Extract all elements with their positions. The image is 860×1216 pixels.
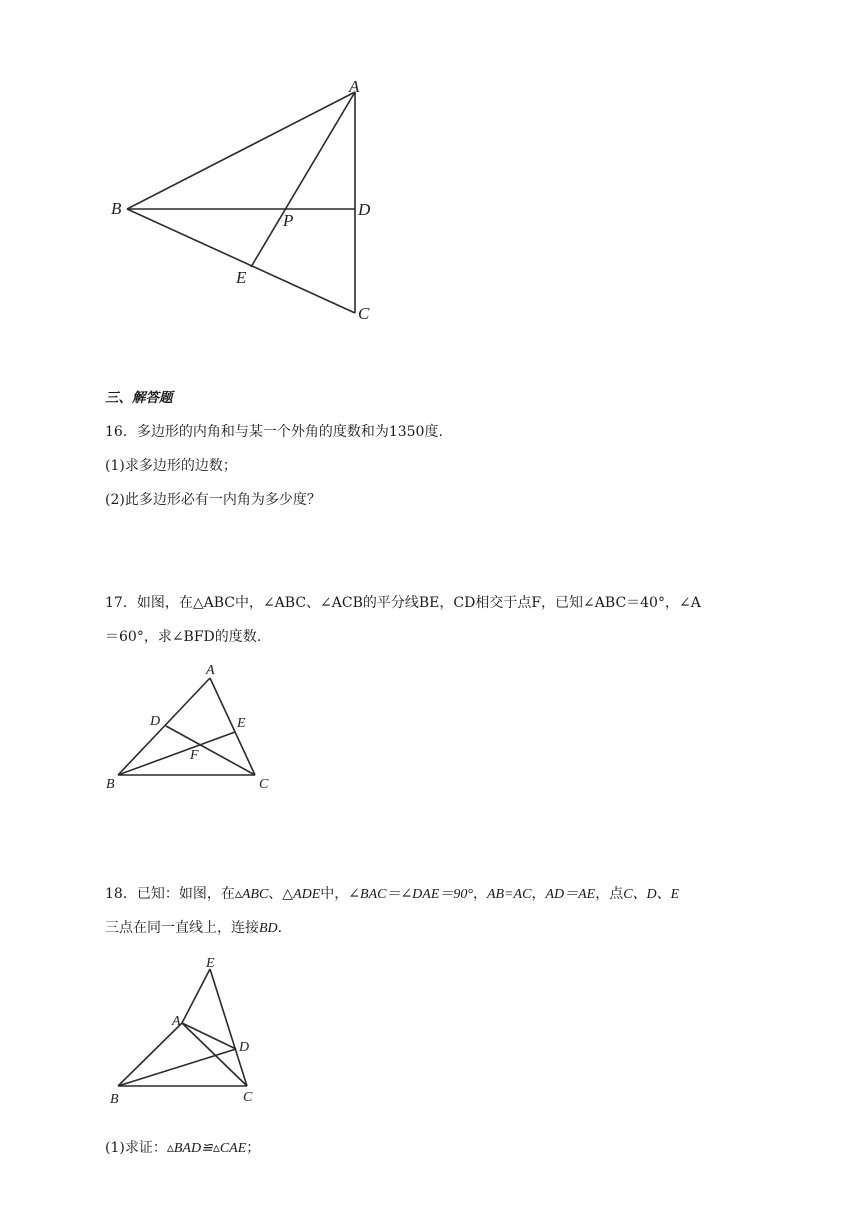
figure-1 [100,70,400,330]
q18-comma1: ， [473,886,487,902]
label-e: E [206,956,215,971]
label-f: F [190,748,199,763]
q18-angle-condition: ∠BAC＝∠DAE＝90° [348,887,473,902]
label-b: B [111,199,122,218]
q16-part1: (1)求多边形的边数； [105,458,237,474]
label-p: P [283,211,294,230]
label-c: C [358,304,370,323]
q18-part1-congruence: ▵BAD≌▵CAE [166,1141,247,1156]
figure-1-diagram [100,70,400,330]
q18-line1 [105,884,679,905]
label-c: C [259,777,269,792]
label-a: A [349,77,360,96]
q17-line2: ＝60°，求∠BFD的度数. [105,629,262,645]
q18-mid: 中， [320,886,349,902]
q18-triangle-abc: ▵ABC [234,887,269,902]
q18-line2-end: . [277,920,283,936]
q16-part2: (2)此多边形必有一内角为多少度？ [105,492,321,508]
label-a: A [172,1014,181,1029]
label-d: D [150,714,161,729]
q18-prefix: 18．已知：如图，在 [105,886,235,902]
label-a: A [206,663,215,678]
q17-line1: 17．如图，在△ABC中，∠ABC、∠ACB的平分线BE，CD相交于点F，已知∠ABC＝40°，∠A [105,595,701,611]
q18-points: C、D、E [623,887,680,902]
q18-line2 [105,918,282,939]
q16-stem: 16．多边形的内角和与某一个外角的度数和为1350度. [105,424,443,440]
figure-q18 [100,955,270,1110]
q18-line2-text: 三点在同一直线上，连接 [105,920,259,936]
figure-q17 [100,660,290,795]
label-e: E [237,716,246,731]
q18-ab-eq-ac: AB=AC [487,887,532,902]
label-d: D [358,200,371,219]
section-heading: 三、解答题 [105,390,173,406]
q18-segment-bd: BD [259,921,278,936]
segment-ac [210,678,255,775]
figure-q17-diagram [100,660,290,795]
q18-comma2: ， [531,886,546,902]
label-d: D [239,1040,250,1055]
label-e: E [236,268,247,287]
q18-part1 [105,1138,260,1159]
q18-triangle-ade: △ADE [282,887,321,902]
label-b: B [110,1092,119,1107]
q18-ad-eq-ae: AD＝AE [545,887,596,902]
segment-cd [166,726,255,775]
q18-comma3: ，点 [595,886,624,902]
q18-sep: 、 [268,886,283,902]
q18-part1-end: ； [246,1140,261,1156]
figure-q18-diagram [100,955,270,1110]
label-c: C [243,1090,253,1105]
label-b: B [106,777,115,792]
q18-part1-prefix: (1)求证： [105,1140,167,1156]
segment-bc [127,209,355,313]
segment-ae [182,969,210,1023]
